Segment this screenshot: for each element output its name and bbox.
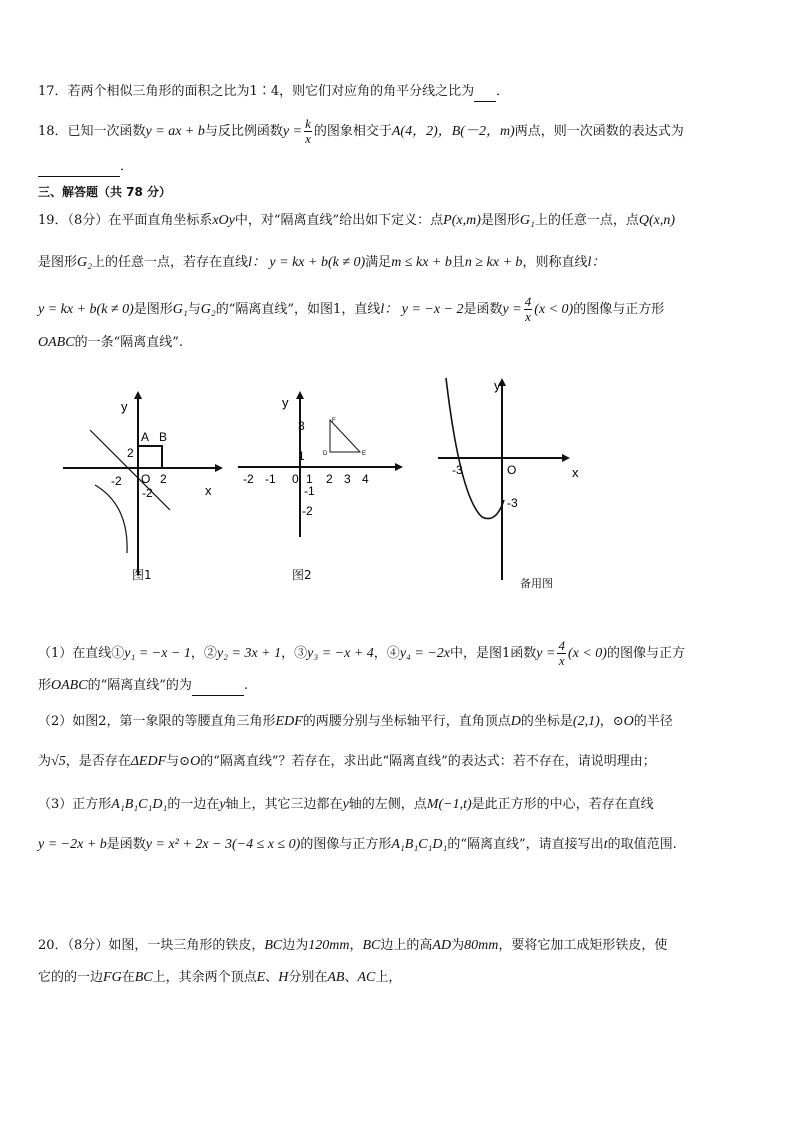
q19-l4a: OABC [38,335,75,350]
q18-line [38,117,684,146]
q20-line2 [38,969,401,987]
q18-points: A(4，2)，B(－2，m) [391,124,515,139]
q19-1-y1: y₁ = −x − 1 [124,646,191,661]
q19-3-l2b: 是函数 [106,837,146,852]
q20-bc3: BC [134,970,153,985]
fig1-label-neg2y: -2 [142,486,153,500]
q19-1-y2: y₂ = 3x + 1 [216,646,282,661]
q20-ad: AD [432,938,452,953]
fig1-label-a: A [141,430,150,444]
q19-g1: G₁ [519,213,535,228]
q18-fraction [304,117,312,146]
q18-inverse-function: y = [282,124,303,139]
q19-g2: G₂ [77,255,92,270]
q19-1-fraction [557,639,566,668]
q18-part4: 两点，则一次函数的表达式为 [514,124,684,139]
q19-1-d: ，④ [373,646,400,661]
q20-l1c: ， [349,938,363,953]
q19-1-fpre: y = [536,646,556,661]
q19-3-y: y [219,797,226,812]
q19-l3b: 是图形 [133,302,173,317]
fig1-label-o: O [141,472,151,486]
q19-1-l2: 形 [38,678,52,693]
q19-3-l2e: A₁B₁C₁D₁ [391,837,448,852]
fig3-caption: 备用图 [520,577,553,590]
q19-3-sq: A₁B₁C₁D₁ [111,797,168,812]
q20-ab: AB [327,970,345,985]
q19-2-c: 的坐标是 [520,714,573,729]
q19-l2a: 是图形 [38,255,78,270]
fig2-ytick: -2 [302,504,313,518]
q20-ac: AC [357,970,376,985]
q20-l2e: 分别在 [288,970,328,985]
fig3-label-o: O [507,463,517,477]
q19-l1a: 19．（8分）在平面直角坐标系 [38,213,213,228]
q19-2-l2a: 为 [38,754,52,769]
q20-len2: 80mm [464,938,499,953]
q19-3-l2g: 的取值范围. [607,837,677,852]
q19-line2 [38,254,605,272]
q20-line1 [38,937,667,955]
q19-3-a: （3）正方形 [38,797,112,812]
q20-bc2: BC [362,938,381,953]
fig2-label-d: D [323,451,328,457]
q19-2-line2 [38,753,656,771]
fig2-ytick: 1 [298,449,305,463]
fig2-xtick: -1 [265,472,276,486]
q19-xoy: xOy [212,213,235,228]
q19-1-l2b: 的“隔离直线”的为 [87,678,192,693]
q20-l1e: 为 [451,938,465,953]
fig1-label-y: y [121,399,128,414]
q19-2-a: （2）如图2，第一象限的等腰直角三角形 [38,714,276,729]
q19-1-y4: y₄ = −2x [399,646,451,661]
fig1-label-2x: 2 [160,472,167,486]
q19-l3c: 与 [187,302,201,317]
figure-2 [230,385,410,585]
fig2-label-e: E [362,451,367,457]
fig2-xtick: 3 [344,472,351,486]
q19-2-l2c: 与⊙ [166,754,191,769]
fig2-xtick: 1 [306,472,313,486]
q20-l2g: 上， [375,970,402,985]
q19-3-l2c: y = x² + 2x − 3(−4 ≤ x ≤ 0) [145,837,301,852]
fig1-caption: 图1 [132,568,152,582]
q19-2-l2b: ，是否存在 [65,754,131,769]
q18-answer-line: ． [38,158,133,177]
q19-1-line1 [38,639,685,668]
fig2-y-arrow-icon [296,391,304,399]
q18-part2: 与反比例函数 [204,124,283,139]
fig3-label-x: x [572,465,579,480]
fig2-x-arrow-icon [395,463,403,471]
q19-l3g: 的图像与正方形 [573,302,665,317]
q18-part3: 的图象相交于 [313,124,392,139]
q19-3-d: 轴的左侧，点 [348,797,427,812]
q19-1-a: （1）在直线① [38,646,125,661]
q19-2-l2d: 的“隔离直线”？若存在，求出此“隔离直线”的表达式：若不存在，请说明理由； [200,754,656,769]
fig2-label-f: F [332,418,336,424]
q19-l3g2: G₂ [200,302,216,317]
q19-2-b: 的两腰分别与坐标轴平行，直角顶点 [302,714,511,729]
q19-2-sqrt5: √5 [51,754,66,769]
q19-l2c: 满足 [365,255,392,270]
q20-fg: FG [103,970,122,985]
q19-3-l2a: y = −2x + b [38,837,107,852]
q19-l3frac-pre: y = [502,302,522,317]
q18-part1: 18．已知一次函数 [38,124,146,139]
q20-l2c: 上，其余两个顶点 [152,970,257,985]
q19-3-line2 [38,836,677,854]
q19-l4b: 的一条“隔离直线”. [74,335,183,350]
q19-3-t: t [603,837,608,852]
q19-l3e: l： y = −x − 2 [380,302,464,317]
fig3-label-neg3x: -3 [452,463,463,477]
q19-2-e: ，⊙ [599,714,624,729]
q19-2-l2o: O [190,754,201,769]
q19-1-f: 的图像与正方 [606,646,685,661]
fig2-ytick: -1 [304,484,315,498]
fig2-label-y: y [282,395,289,410]
q19-2-f: 的半径 [633,714,673,729]
q19-3-m: M(−1,t) [426,797,472,812]
q19-line1 [38,212,675,230]
q19-3-b: 的一边在 [167,797,220,812]
q19-l3g1: G₁ [172,302,188,317]
q19-3-l2f: 的“隔离直线”，请直接写出 [447,837,604,852]
q18-frac-num: k [305,116,311,131]
fig3-label-neg3y: -3 [507,496,518,510]
q18-frac-den: x [305,131,311,146]
q20-l1f: ，要将它加工成矩形铁皮，使 [498,938,668,953]
q20-bc: BC [264,938,283,953]
fig1-square-oabc [138,446,162,468]
q19-l-eq: l： y = kx + b(k ≠ 0) [248,255,366,270]
q19-l3a: y = kx + b(k ≠ 0) [38,302,134,317]
q19-l3cond: (x < 0) [534,302,574,317]
q20-h: H [278,970,289,985]
q19-l2e: ，则称直线 [522,255,588,270]
fig1-hyperbola [95,485,127,553]
fig1-x-arrow-icon [215,464,223,472]
q19-l1c: 是图形 [480,213,520,228]
q19-l3d: 的“隔离直线”，如图1，直线 [215,302,381,317]
q19-2-edf: EDF [275,714,303,729]
q19-l2d: 且 [451,255,465,270]
q19-cond1: m ≤ kx + b [391,255,452,270]
fig3-x-arrow-icon [562,454,570,462]
q19-2-tri: ΔEDF [130,754,167,769]
figure-1 [55,385,225,585]
q19-1-e: 中，是图1函数 [450,646,537,661]
q19-1-b: ，② [190,646,217,661]
q19-2-o: O [623,714,634,729]
q17-text: 17．若两个相似三角形的面积之比为1∶4，则它们对应角的角平分线之比为 [38,84,475,99]
fig1-y-arrow-icon [134,391,142,399]
fig2-caption: 图2 [292,568,312,582]
q19-l3frac-num: 4 [524,294,532,309]
q20-l2a: 它的的一边 [38,970,104,985]
fig2-xtick: -2 [243,472,254,486]
q17-answer-blank [474,83,496,102]
q19-3-line1 [38,796,654,814]
fig2-triangle-edf [330,420,360,452]
q19-1-answer-blank [192,677,244,696]
fig2-xtick: 4 [362,472,369,486]
q17-line: 17．若两个相似三角形的面积之比为1∶4，则它们对应角的角平分线之比为 ． [38,83,509,102]
fig1-label-x: x [205,483,212,498]
fig3-label-y: y [494,378,501,393]
q19-1-line2: 形OABC的“隔离直线”的为 . [38,677,248,696]
q19-3-y2: y [342,797,349,812]
q19-1-l2m: OABC [51,678,88,693]
q20-l1a: 20．（8分）如图，一块三角形的铁皮， [38,938,265,953]
q20-l2b: 在 [121,970,135,985]
q19-1-fnum: 4 [558,638,565,653]
q19-2-line1 [38,713,673,731]
q18-linear-function: y = ax + b [145,124,205,139]
fig2-ytick: 3 [298,419,305,433]
q19-l1b: 中，对“隔离直线”给出如下定义：点 [234,213,444,228]
q19-2-coord: (2,1) [572,714,600,729]
q19-l3f: 是函数 [463,302,503,317]
fig1-line-l [90,430,170,510]
q19-line4 [38,334,183,352]
q19-2-d: D [510,714,521,729]
fig1-label-b: B [159,430,168,444]
q20-l2d: 、 [265,970,279,985]
q19-3-e: 是此正方形的中心，若存在直线 [471,797,654,812]
q20-l1d: 边上的高 [380,938,433,953]
q19-l3frac-den: x [525,309,531,324]
q18-answer-blank [38,158,120,177]
fig2-xtick: 2 [326,472,333,486]
q19-1-fden: x [558,653,565,668]
q19-qxn: Q(x,n) [638,213,676,228]
figure-3 [432,372,592,587]
q20-l2f: 、 [344,970,358,985]
q19-3-l2d: 的图像与正方形 [300,837,392,852]
q19-1-y3: y₃ = −x + 4 [307,646,374,661]
q20-l1b: 边为 [282,938,309,953]
q19-l1d: 上的任意一点，点 [534,213,639,228]
section-title: 三、解答题（共 78 分） [38,185,172,199]
fig1-label-neg2x: -2 [111,474,122,488]
q19-3-c: 轴上，其它三边都在 [225,797,343,812]
fig3-parabola [446,378,504,519]
q19-1-c: ，③ [281,646,308,661]
q19-l-sym: l： [587,255,606,270]
q19-l2b: 上的任意一点，若存在直线 [92,255,249,270]
q19-pxm: P(x,m) [443,213,481,228]
q19-l3-fraction [524,295,533,324]
q20-e: E [256,970,266,985]
q19-cond2: n ≥ kx + b [464,255,523,270]
fig1-label-2y: 2 [127,446,134,460]
fig2-xtick: 0 [292,472,299,486]
q19-1-fcond: (x < 0) [567,646,607,661]
q19-line3 [38,295,664,324]
q20-len1: 120mm [308,938,350,953]
